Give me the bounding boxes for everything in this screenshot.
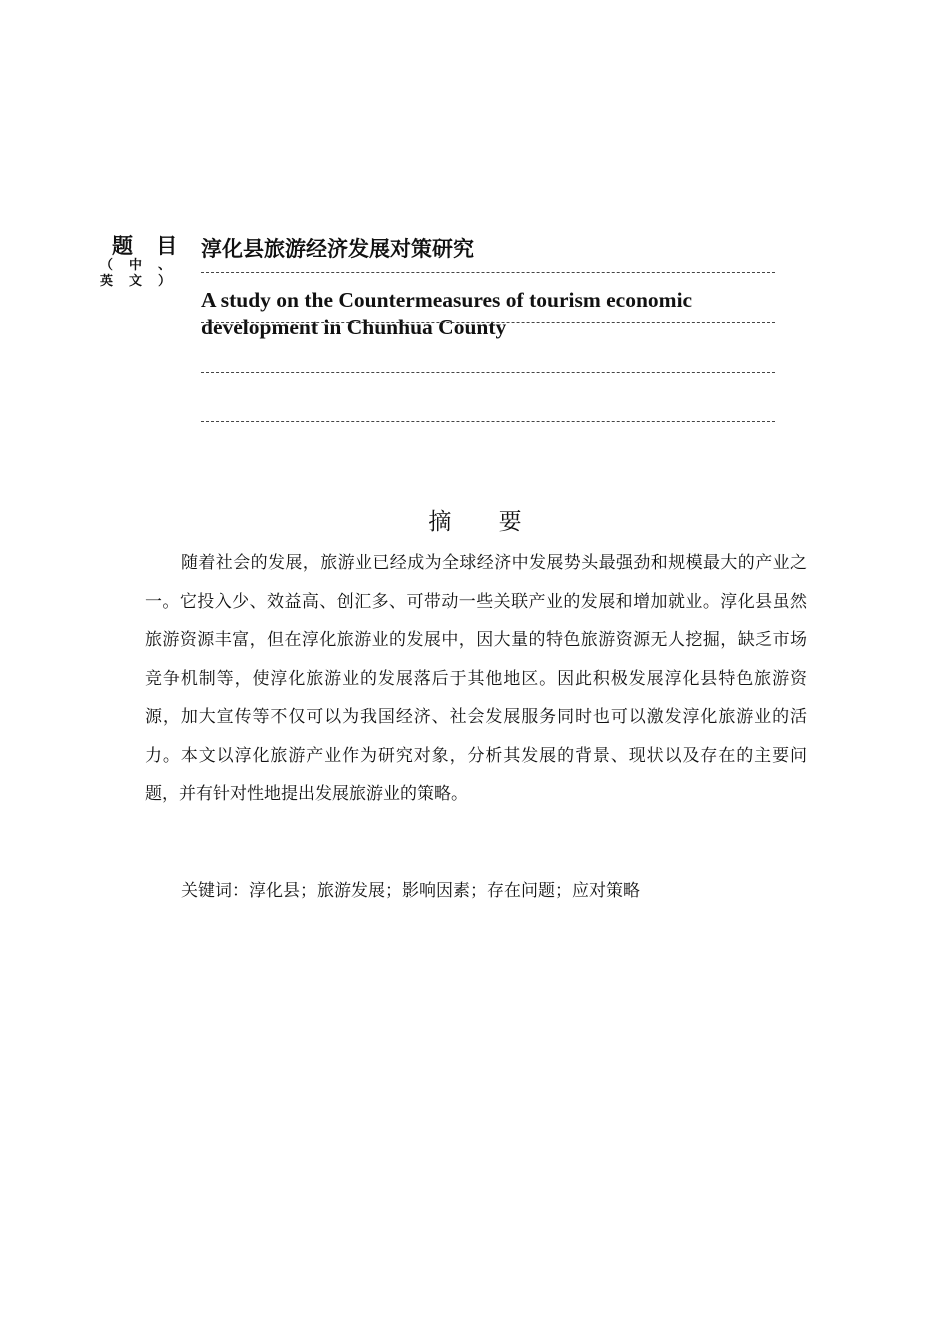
title-underline-1 — [201, 272, 775, 273]
keywords-line: 关键词：淳化县；旅游发展；影响因素；存在问题；应对策略 — [181, 881, 640, 901]
thesis-title-english: A study on the Countermeasures of tourism economic development in Chunhua County — [201, 288, 693, 339]
title-label: 题 目 — [112, 234, 186, 258]
abstract-heading: 摘 要 — [428, 509, 542, 535]
abstract-body: 随着社会的发展，旅游业已经成为全球经济中发展势头最强劲和规模最大的产业之一。它投入少、效益高、创汇多、可带动一些关联产业的发展和增加就业。淳化县虽然旅游资源丰富，但在淳化旅游业的发展中，因大量的特色旅游资源无人挖掘，缺乏市场竞争机制等，使淳化旅游业的发展落后于其他地区。因此积极发展淳化县特色旅游资源，加大宣传等不仅可以为我国经济、社会发展服务同时也可以激发淳化旅游业的活力。本文以淳化旅游产业作为研究对象，分析其发展的背景、现状以及存在的主要问题，并有针对性地提出发展旅游业的策略。 — [145, 553, 807, 804]
title-label-language-note: （中、英文） — [100, 258, 188, 289]
title-underline-4 — [201, 421, 775, 422]
title-underline-2 — [201, 322, 775, 323]
thesis-title-chinese: 淳化县旅游经济发展对策研究 — [201, 237, 474, 261]
title-underline-3 — [201, 372, 775, 373]
